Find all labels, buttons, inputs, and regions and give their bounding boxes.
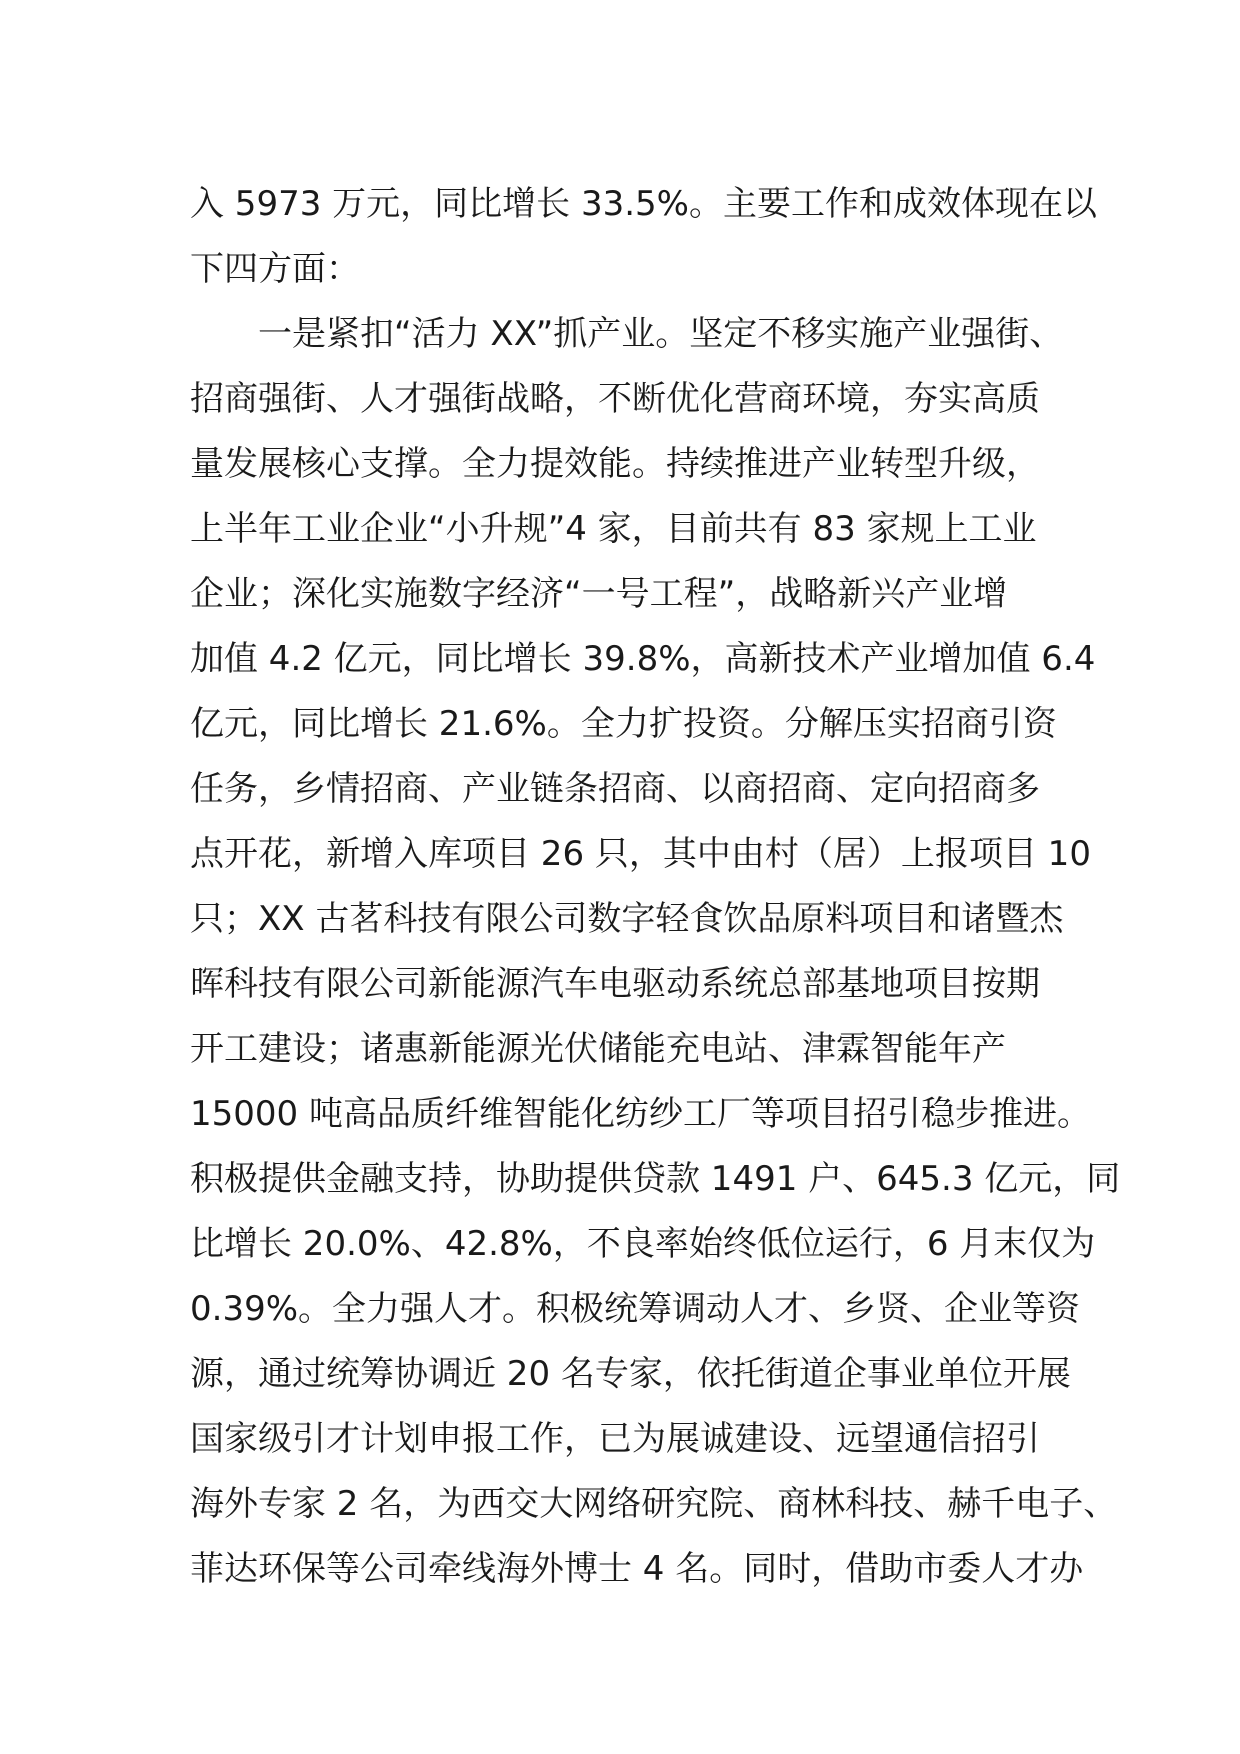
text-line: 国家级引才计划申报工作，已为展诚建设、远望通信招引 [190,1419,1040,1459]
text-line: 企业；深化实施数字经济“一号工程”，战略新兴产业增 [190,574,1008,614]
text-line: 上半年工业企业“小升规”4 家，目前共有 83 家规上工业 [190,509,1037,549]
body-text [190,172,1121,1602]
text-line: 海外专家 2 名，为西交大网络研究院、商林科技、赫千电子、 [190,1484,1118,1524]
text-line: 开工建设；诸惠新能源光伏储能充电站、津霖智能年产 [190,1029,1006,1069]
text-line: 下四方面： [190,249,360,289]
text-line: 源，通过统筹协调近 20 名专家，依托街道企事业单位开展 [190,1354,1071,1394]
text-line: 量发展核心支撑。全力提效能。持续推进产业转型升级， [190,444,1040,484]
text-line: 0.39%。全力强人才。积极统筹调动人才、乡贤、企业等资 [190,1289,1081,1329]
text-line: 入 5973 万元，同比增长 33.5%。主要工作和成效体现在以 [190,184,1097,224]
text-line: 加值 4.2 亿元，同比增长 39.8%，高新技术产业增加值 6.4 [190,639,1096,679]
text-line: 任务，乡情招商、产业链条招商、以商招商、定向招商多 [190,769,1040,809]
text-line: 15000 吨高品质纤维智能化纺纱工厂等项目招引稳步推进。 [190,1094,1091,1134]
text-line: 菲达环保等公司牵线海外博士 4 名。同时，借助市委人才办 [190,1549,1084,1589]
paragraph-start-line: 一是紧扣“活力 XX”抓产业。坚定不移实施产业强街、 [258,314,1064,354]
text-line: 只；XX 古茗科技有限公司数字轻食饮品原料项目和诸暨杰 [190,899,1064,939]
text-line: 亿元，同比增长 21.6%。全力扩投资。分解压实招商引资 [190,704,1057,744]
text-line: 比增长 20.0%、42.8%，不良率始终低位运行，6 月末仅为 [190,1224,1096,1264]
text-line: 招商强街、人才强街战略，不断优化营商环境，夯实高质 [190,379,1040,419]
text-line: 积极提供金融支持，协助提供贷款 1491 户、645.3 亿元，同 [190,1159,1121,1199]
text-line: 晖科技有限公司新能源汽车电驱动系统总部基地项目按期 [190,964,1040,1004]
text-line: 点开花，新增入库项目 26 只，其中由村（居）上报项目 10 [190,834,1091,874]
